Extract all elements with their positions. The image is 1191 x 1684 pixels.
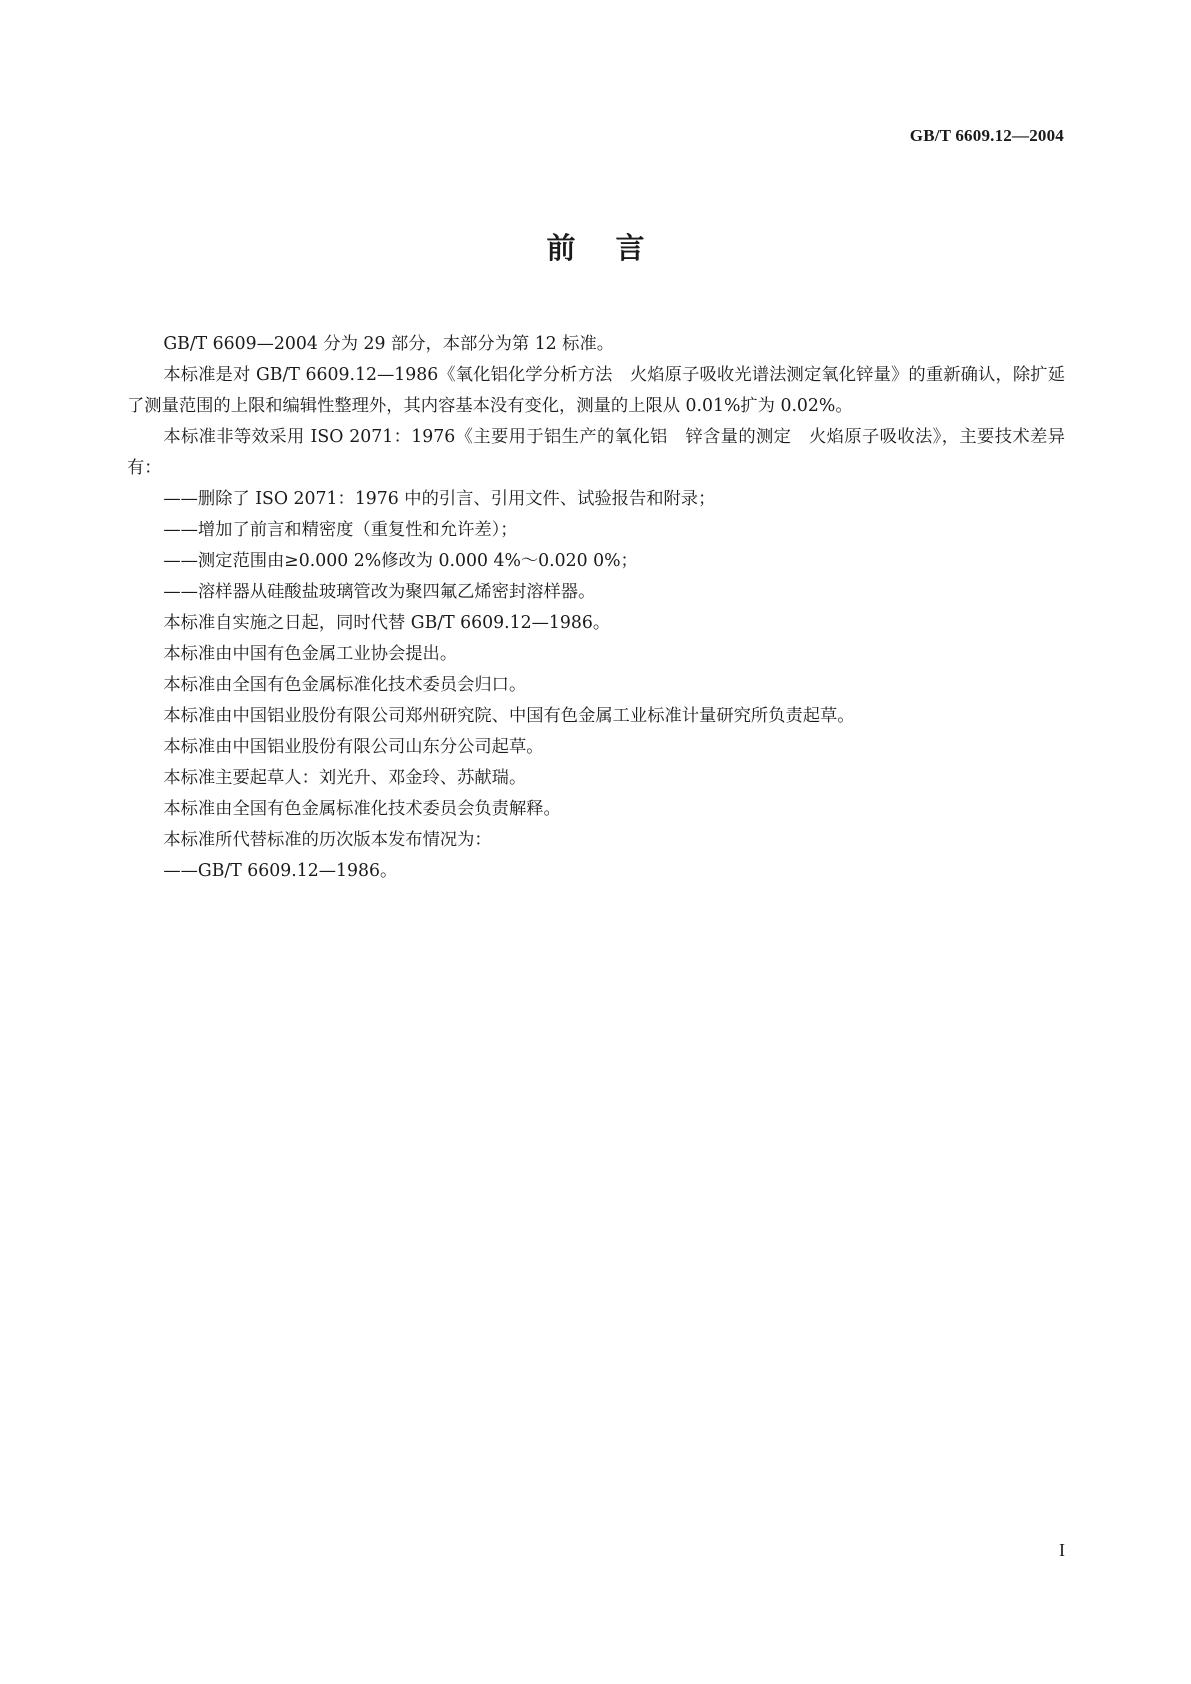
list-item-diff-1: ——删除了 ISO 2071：1976 中的引言、引用文件、试验报告和附录； bbox=[163, 489, 716, 509]
paragraph-parts: GB/T 6609—2004 分为 29 部分，本部分为第 12 标准。 bbox=[163, 334, 615, 354]
paragraph-centralized-by: 本标准由全国有色金属标准化技术委员会归口。 bbox=[163, 675, 527, 695]
paragraph-drafting-responsible: 本标准由中国铝业股份有限公司郑州研究院、中国有色金属工业标准计量研究所负责起草。 bbox=[163, 706, 855, 726]
paragraph-drafted-by: 本标准由中国铝业股份有限公司山东分公司起草。 bbox=[163, 737, 544, 757]
list-item-history-1: ——GB/T 6609.12—1986。 bbox=[163, 861, 398, 881]
list-item-diff-2: ——增加了前言和精密度（重复性和允许差）； bbox=[163, 520, 518, 540]
paragraph-proposed-by: 本标准由中国有色金属工业协会提出。 bbox=[163, 644, 458, 664]
paragraph-reconfirmation: 本标准是对 GB/T 6609.12—1986《氧化铝化学分析方法 火焰原子吸收光谱法测定氧化锌量》的重新确认，除扩延了测量范围的上限和编辑性整理外，其内容基本没有变化，测量的上限从 0.01%扩为 0.02%。 bbox=[127, 365, 1065, 416]
page-title: 前言 bbox=[546, 231, 685, 265]
list-item-diff-3: ——测定范围由≥0.000 2%修改为 0.000 4%～0.020 0%； bbox=[163, 551, 638, 571]
page-number: I bbox=[1059, 1540, 1065, 1560]
document-code: GB/T 6609.12—2004 bbox=[909, 126, 1064, 145]
paragraph-interpretation: 本标准由全国有色金属标准化技术委员会负责解释。 bbox=[163, 799, 561, 819]
paragraph-main-drafters: 本标准主要起草人：刘光升、邓金玲、苏献瑞。 bbox=[163, 768, 527, 788]
body-text bbox=[127, 329, 1065, 887]
paragraph-history-intro: 本标准所代替标准的历次版本发布情况为： bbox=[163, 830, 492, 850]
paragraph-iso-adoption: 本标准非等效采用 ISO 2071：1976《主要用于铝生产的氧化铝 锌含量的测定 火焰原子吸收法》，主要技术差异有： bbox=[127, 427, 1065, 478]
paragraph-replaces: 本标准自实施之日起，同时代替 GB/T 6609.12—1986。 bbox=[163, 613, 611, 633]
list-item-diff-4: ——溶样器从硅酸盐玻璃管改为聚四氟乙烯密封溶样器。 bbox=[163, 582, 596, 602]
